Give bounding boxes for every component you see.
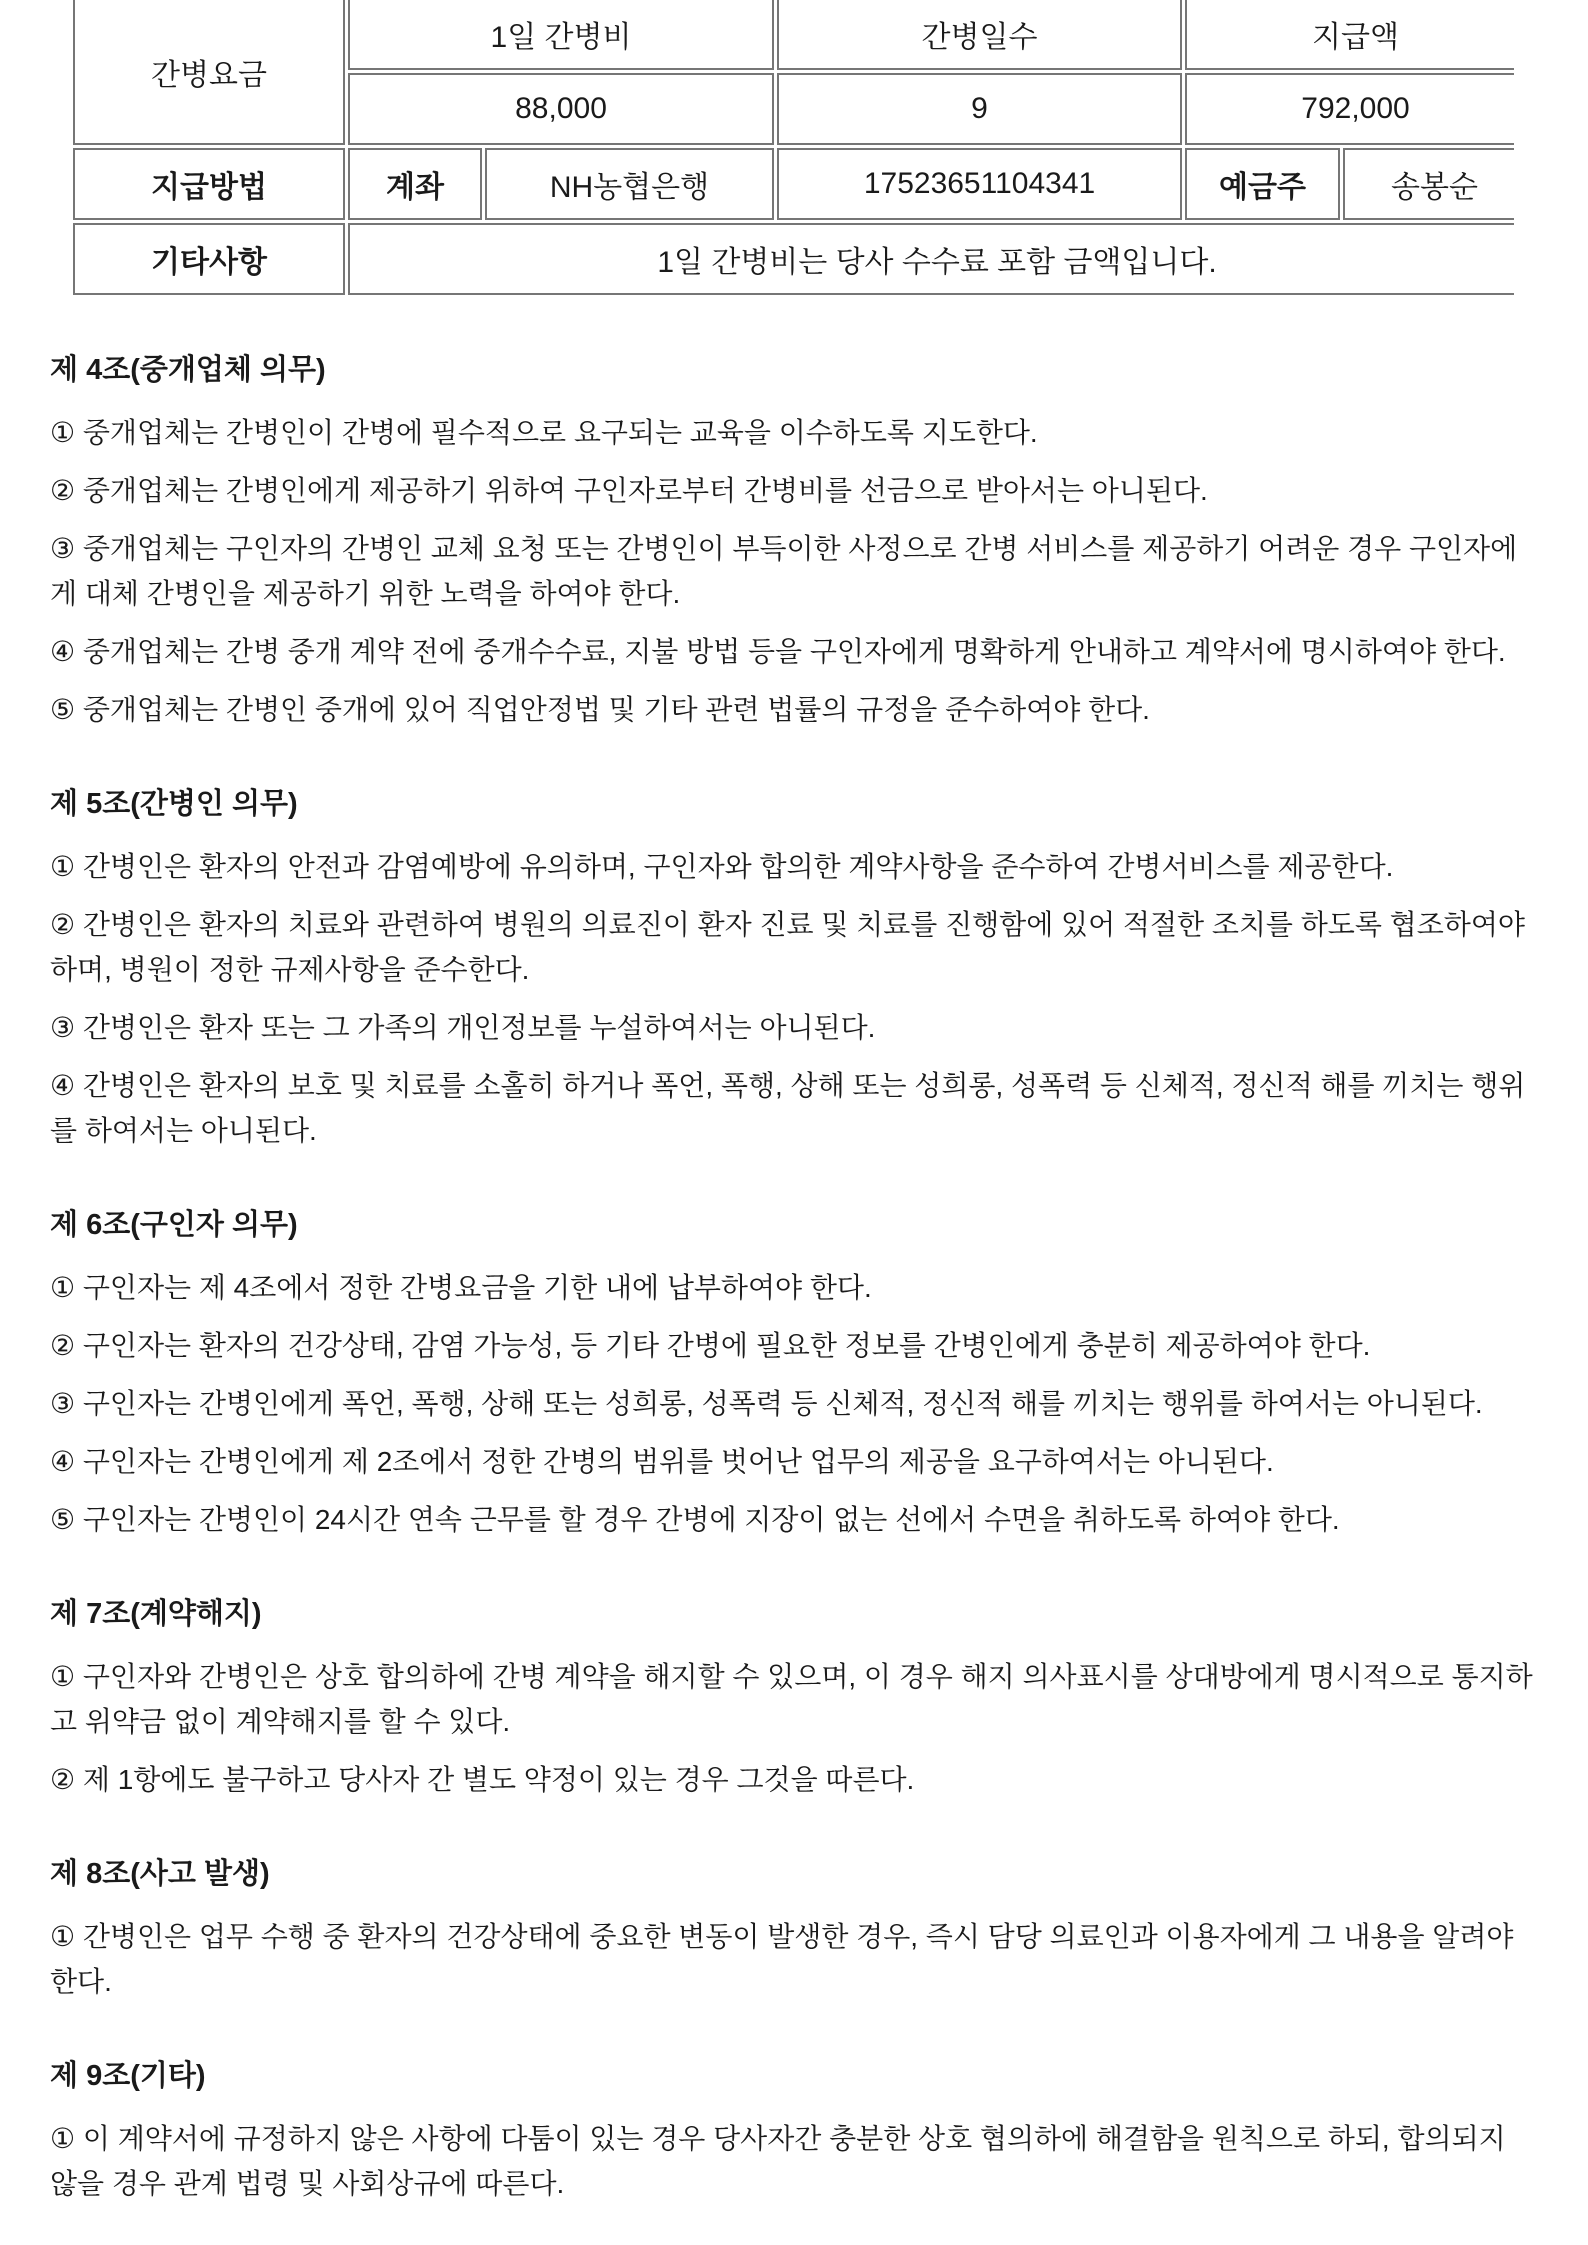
clause-item: ② 중개업체는 간병인에게 제공하기 위하여 구인자로부터 간병비를 선금으로 받아서는 아니된다. <box>50 475 1208 506</box>
holder-label-cell: 예금주 <box>1185 148 1340 220</box>
clause-item: ⑤ 중개업체는 간병인 중개에 있어 직업안정법 및 기타 관련 법률의 규정을 준수하여야 한다. <box>50 694 1150 725</box>
clause-item: ① 구인자와 간병인은 상호 합의하에 간병 계약을 해지할 수 있으며, 이 경우 해지 의사표시를 상대방에게 명시적으로 통지하고 위약금 없이 계약해지를 할 수 있다. <box>50 1661 1533 1737</box>
clause-item: ① 간병인은 환자의 안전과 감염예방에 유의하며, 구인자와 합의한 계약사항을 준수하여 간병서비스를 제공한다. <box>50 851 1394 882</box>
fee-col-days: 간병일수 <box>777 0 1182 70</box>
section-article-8 <box>50 1852 1540 2004</box>
section-heading: 제 5조(간병인 의무) <box>50 788 298 820</box>
section-heading: 제 4조(중개업체 의무) <box>50 354 326 386</box>
fee-days-value: 9 <box>777 73 1182 145</box>
payment-info-table <box>70 0 1514 298</box>
section-article-6 <box>50 1203 1540 1542</box>
section-article-4 <box>50 348 1540 732</box>
account-label-cell: 계좌 <box>348 148 482 220</box>
section-heading: 제 7조(계약해지) <box>50 1598 262 1630</box>
fee-daily-rate-value: 88,000 <box>348 73 774 145</box>
fee-col-daily-rate: 1일 간병비 <box>348 0 774 70</box>
table-row-payment-method <box>73 148 1514 220</box>
clause-item: ④ 구인자는 간병인에게 제 2조에서 정한 간병의 범위를 벗어난 업무의 제공을 요구하여서는 아니된다. <box>50 1446 1274 1477</box>
clause-item: ② 간병인은 환자의 치료와 관련하여 병원의 의료진이 환자 진료 및 치료를 진행함에 있어 적절한 조치를 하도록 협조하여야 하며, 병원이 정한 규제사항을 준수한다. <box>50 909 1525 985</box>
clause-item: ④ 간병인은 환자의 보호 및 치료를 소홀히 하거나 폭언, 폭행, 상해 또는 성희롱, 성폭력 등 신체적, 정신적 해를 끼치는 행위를 하여서는 아니된다. <box>50 1070 1526 1146</box>
etc-value-cell: 1일 간병비는 당사 수수료 포함 금액입니다. <box>348 223 1514 295</box>
payment-info-table-wrap <box>70 0 1514 298</box>
section-article-9 <box>50 2054 1540 2206</box>
table-row-fee-header <box>73 0 1514 70</box>
section-heading: 제 8조(사고 발생) <box>50 1858 270 1890</box>
section-article-5 <box>50 782 1540 1153</box>
table-row-etc <box>73 223 1514 295</box>
clause-item: ④ 중개업체는 간병 중개 계약 전에 중개수수료, 지불 방법 등을 구인자에게 명확하게 안내하고 계약서에 명시하여야 한다. <box>50 636 1506 667</box>
clause-item: ① 간병인은 업무 수행 중 환자의 건강상태에 중요한 변동이 발생한 경우, 즉시 담당 의료인과 이용자에게 그 내용을 알려야 한다. <box>50 1921 1514 1997</box>
section-heading: 제 6조(구인자 의무) <box>50 1209 298 1241</box>
clause-item: ① 이 계약서에 규정하지 않은 사항에 다툼이 있는 경우 당사자간 충분한 상호 협의하에 해결함을 원칙으로 하되, 합의되지 않을 경우 관계 법령 및 사회상규에 따른다. <box>50 2123 1506 2199</box>
fee-section-header-cell: 간병요금 <box>73 0 345 145</box>
clause-item: ③ 중개업체는 구인자의 간병인 교체 요청 또는 간병인이 부득이한 사정으로 간병 서비스를 제공하기 어려운 경우 구인자에게 대체 간병인을 제공하기 위한 노력을 하여야 한다. <box>50 533 1518 609</box>
section-article-7 <box>50 1592 1540 1802</box>
clause-item: ② 제 1항에도 불구하고 당사자 간 별도 약정이 있는 경우 그것을 따른다. <box>50 1764 915 1795</box>
clause-item: ② 구인자는 환자의 건강상태, 감염 가능성, 등 기타 간병에 필요한 정보를 간병인에게 충분히 제공하여야 한다. <box>50 1330 1371 1361</box>
clause-item: ① 구인자는 제 4조에서 정한 간병요금을 기한 내에 납부하여야 한다. <box>50 1272 872 1303</box>
account-number-cell: 17523651104341 <box>777 148 1182 220</box>
section-heading: 제 9조(기타) <box>50 2060 206 2092</box>
payment-method-header-cell: 지급방법 <box>73 148 345 220</box>
fee-total-value: 792,000 <box>1185 73 1514 145</box>
clause-item: ③ 간병인은 환자 또는 그 가족의 개인정보를 누설하여서는 아니된다. <box>50 1012 876 1043</box>
clause-item: ③ 구인자는 간병인에게 폭언, 폭행, 상해 또는 성희롱, 성폭력 등 신체적, 정신적 해를 끼치는 행위를 하여서는 아니된다. <box>50 1388 1483 1419</box>
holder-name-cell: 송봉순 <box>1343 148 1514 220</box>
contract-articles <box>50 348 1540 2206</box>
fee-col-total: 지급액 <box>1185 0 1514 70</box>
etc-header-cell: 기타사항 <box>73 223 345 295</box>
bank-name-cell: NH농협은행 <box>485 148 774 220</box>
clause-item: ① 중개업체는 간병인이 간병에 필수적으로 요구되는 교육을 이수하도록 지도한다. <box>50 417 1038 448</box>
clause-item: ⑤ 구인자는 간병인이 24시간 연속 근무를 할 경우 간병에 지장이 없는 선에서 수면을 취하도록 하여야 한다. <box>50 1504 1340 1535</box>
